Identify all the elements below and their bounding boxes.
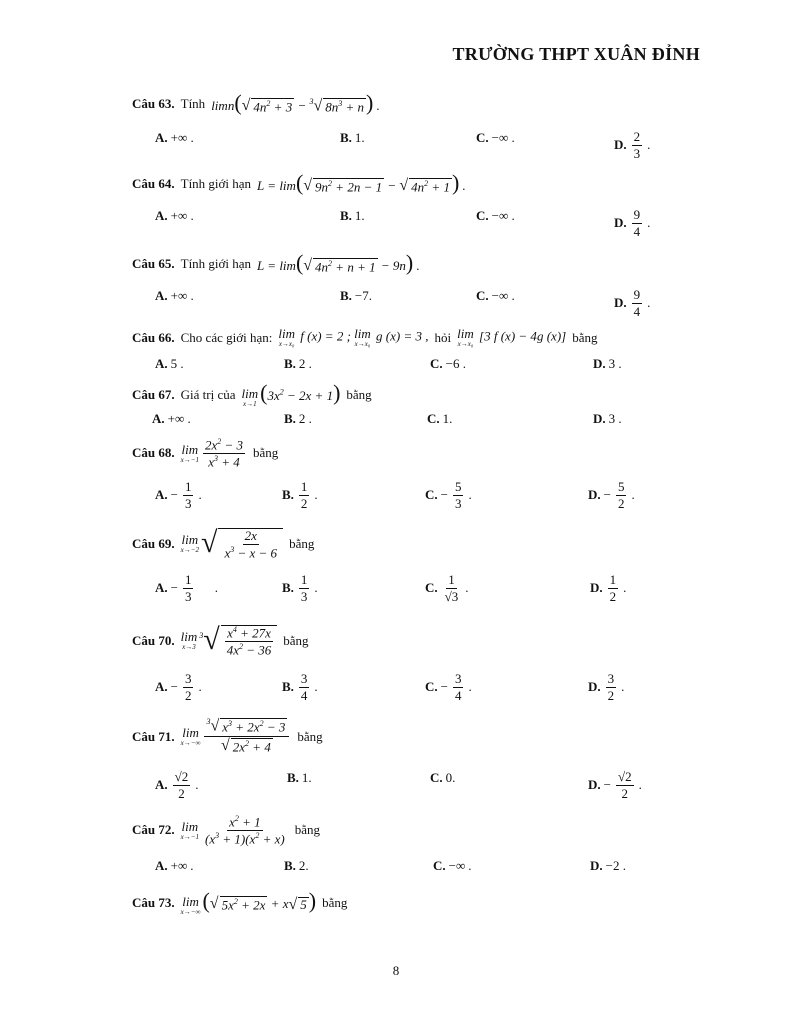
formula: lim x→−∞ $^3$√ $x^3 + 2x^2 - 3$ √ $2x^2 + 4$	[181, 718, 292, 756]
option-c[interactable]: C. −6 .	[430, 356, 466, 371]
option-a[interactable]: A. +∞ .	[155, 858, 194, 873]
option-a[interactable]: A. − $\frac{1}{3}$ .	[155, 479, 202, 511]
option-b[interactable]: B. $\frac{3}{4}$ .	[282, 671, 318, 703]
option-c[interactable]: C. −∞ .	[476, 208, 515, 223]
question-72	[132, 815, 320, 846]
options-65	[0, 288, 792, 318]
question-mid: hỏi	[434, 329, 452, 345]
option-c[interactable]: C. $\frac{1}{√3}$ .	[425, 572, 469, 604]
question-text: Giá trị của	[180, 386, 236, 402]
question-65	[132, 252, 420, 276]
question-tail: bằng	[294, 822, 320, 838]
formula: limn( √ $4n^2 + 3$ − $^3$√ $8n^3 + n$ ) .	[211, 90, 380, 115]
option-c[interactable]: C. − $\frac{3}{4}$ .	[425, 671, 472, 703]
option-a[interactable]: A. − $\frac{1}{3}$ .	[155, 572, 218, 604]
question-71	[132, 718, 323, 756]
option-b[interactable]: B. 1.	[340, 208, 365, 223]
option-b[interactable]: B. $\frac{1}{3}$ .	[282, 572, 318, 604]
question-text: Tính giới hạn	[180, 255, 252, 271]
formula: L = lim( √ $9n^2 + 2n - 1$ − √ $4n^2 + 1$ ) .	[257, 170, 466, 195]
question-67	[132, 382, 372, 408]
options-67	[0, 411, 792, 441]
option-b[interactable]: B. 2 .	[284, 411, 312, 426]
option-d[interactable]: D. − $\frac{5}{2}$ .	[588, 479, 635, 511]
question-tail: bằng	[346, 386, 372, 402]
option-b[interactable]: B. $\frac{1}{2}$ .	[282, 479, 318, 511]
question-label: Câu 73.	[132, 894, 175, 910]
formula: lim x→−1 $\frac{x^2 + 1}{(x^3 + 1)(x^2 + x)}$	[180, 814, 285, 847]
option-d[interactable]: D. 3 .	[593, 356, 622, 371]
question-tail: bằng	[283, 632, 309, 648]
option-a[interactable]: A. − $\frac{3}{2}$ .	[155, 671, 202, 703]
option-a[interactable]: A. +∞ .	[155, 208, 194, 223]
option-b[interactable]: B. 2.	[284, 858, 309, 873]
options-69	[0, 573, 792, 603]
question-label: Câu 68.	[132, 445, 175, 461]
question-label: Câu 63.	[132, 95, 175, 111]
option-d[interactable]: D. $\frac{9}{4}$ .	[614, 207, 651, 239]
option-c[interactable]: C. −∞ .	[433, 858, 472, 873]
question-tail: bằng	[322, 894, 348, 910]
question-label: Câu 69.	[132, 535, 175, 551]
formula: lim x→x₀ f (x) = 2 ; lim x→x₀ g (x) = 3 ,	[278, 326, 429, 348]
formula-2: lim x→x₀ [3 f (x) − 4g (x)]	[457, 326, 567, 348]
formula: L = lim( √ $4n^2 + n + 1$ − 9n) .	[257, 250, 420, 275]
question-text: Tính	[180, 95, 206, 111]
question-label: Câu 71.	[132, 728, 175, 744]
option-c[interactable]: C. 1.	[427, 411, 453, 426]
option-b[interactable]: B. 1.	[340, 130, 365, 145]
question-label: Câu 72.	[132, 822, 175, 838]
question-tail: bằng	[297, 728, 323, 744]
question-69	[132, 528, 314, 560]
option-a[interactable]: A. +∞ .	[152, 411, 191, 426]
option-b[interactable]: B. −7.	[340, 288, 373, 303]
option-d[interactable]: D. $\frac{9}{4}$ .	[614, 287, 651, 319]
page-number: 8	[392, 963, 400, 978]
options-64	[0, 208, 792, 238]
question-66	[132, 327, 597, 348]
question-tail: bằng	[572, 329, 598, 345]
option-a[interactable]: A. $\frac{√2}{2}$ .	[155, 769, 199, 801]
question-64	[132, 172, 466, 196]
option-d[interactable]: D. −2 .	[590, 858, 626, 873]
school-header: TRƯỜNG THPT XUÂN ĐỈNH	[452, 44, 700, 64]
option-c[interactable]: C. − $\frac{5}{3}$ .	[425, 479, 472, 511]
question-tail: bằng	[289, 535, 315, 551]
question-label: Câu 64.	[132, 175, 175, 191]
options-70	[0, 672, 792, 702]
question-label: Câu 65.	[132, 255, 175, 271]
question-63	[132, 92, 380, 116]
option-c[interactable]: C. −∞ .	[476, 288, 515, 303]
option-a[interactable]: A. +∞ .	[155, 288, 194, 303]
question-label: Câu 67.	[132, 386, 175, 402]
option-d[interactable]: D. $\frac{2}{3}$ .	[614, 129, 651, 161]
option-c[interactable]: C. −∞ .	[476, 130, 515, 145]
option-d[interactable]: D. − $\frac{√2}{2}$ .	[588, 769, 642, 801]
option-d[interactable]: D. $\frac{1}{2}$ .	[590, 572, 627, 604]
formula: lim x→3 $^3$√ $\frac{x^4 + 27x}{4x^2 - 36}$	[181, 625, 278, 657]
options-71	[0, 770, 792, 800]
question-text: Cho các giới hạn:	[180, 329, 273, 345]
option-a[interactable]: A. +∞ .	[155, 130, 194, 145]
option-b[interactable]: B. 1.	[287, 770, 312, 785]
formula: lim x→1 $(3x^2 - 2x + 1)$	[241, 380, 341, 408]
question-68	[132, 438, 278, 469]
option-a[interactable]: A. 5 .	[155, 356, 184, 371]
option-d[interactable]: D. 3 .	[593, 411, 622, 426]
formula: lim x→−1 $\frac{2x^2 - 3}{x^3 + 4}$	[180, 437, 244, 470]
formula: lim x→−∞ ( √ $5x^2 + 2x$ + x √ 5 )	[180, 888, 317, 916]
option-b[interactable]: B. 2 .	[284, 356, 312, 371]
options-63	[0, 130, 792, 160]
option-c[interactable]: C. 0.	[430, 770, 456, 785]
question-70	[132, 625, 309, 657]
option-d[interactable]: D. $\frac{3}{2}$ .	[588, 671, 625, 703]
options-66	[0, 356, 792, 386]
options-72	[0, 858, 792, 888]
options-68	[0, 480, 792, 510]
question-label: Câu 70.	[132, 632, 175, 648]
question-tail: bằng	[253, 445, 279, 461]
question-label: Câu 66.	[132, 329, 175, 345]
question-73	[132, 890, 347, 916]
question-text: Tính giới hạn	[180, 175, 252, 191]
formula: lim x→−2 √ $\frac{2x}{x^3 - x - 6}$	[181, 528, 283, 560]
